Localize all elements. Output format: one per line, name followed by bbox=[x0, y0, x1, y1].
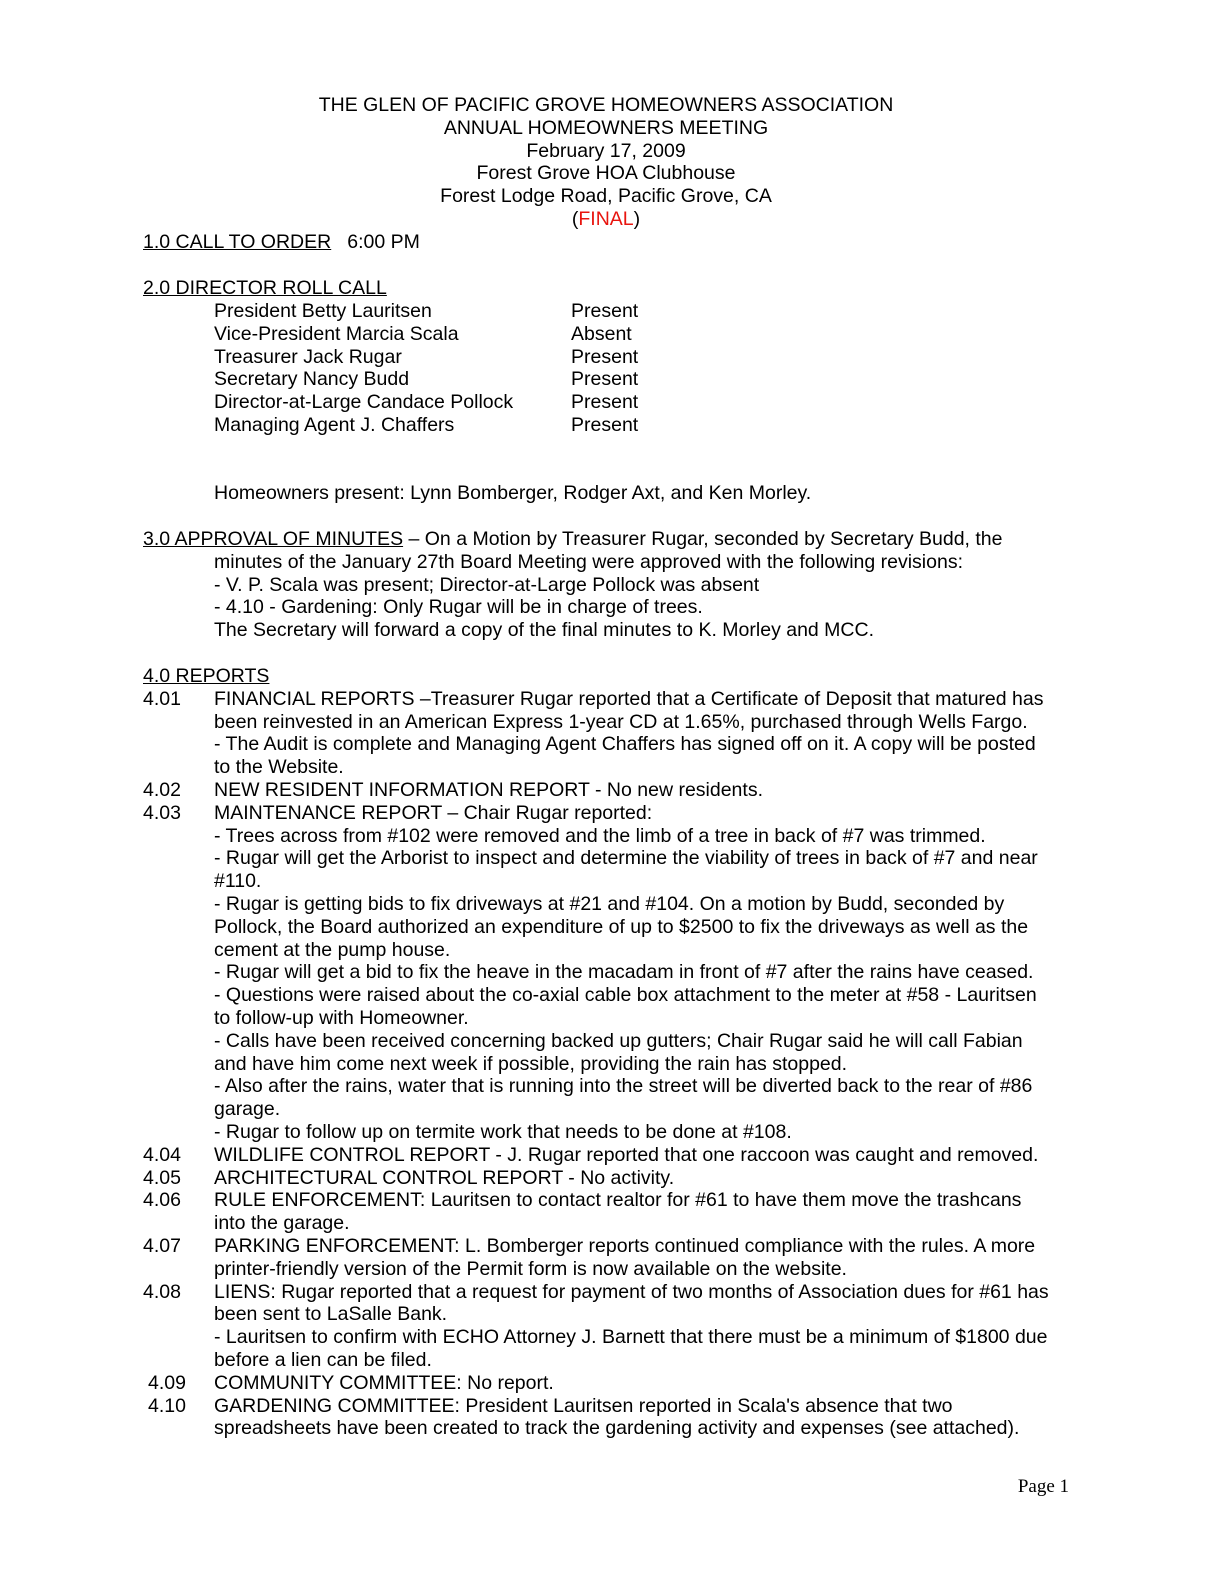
report-line: - Rugar will get the Arborist to inspect and determine the viability of trees in back of #7 and near bbox=[214, 847, 1038, 870]
report-item bbox=[143, 1372, 1073, 1395]
report-line: - Lauritsen to confirm with ECHO Attorney J. Barnett that there must be a minimum of $1800 due bbox=[214, 1326, 1048, 1349]
report-item-number: 4.10 bbox=[148, 1394, 186, 1417]
report-item-text bbox=[214, 802, 1073, 1144]
report-line: PARKING ENFORCEMENT: L. Bomberger reports continued compliance with the rules. A more bbox=[214, 1234, 1036, 1257]
report-line: been reinvested in an American Express 1-year CD at 1.65%, purchased through Wells Fargo. bbox=[214, 710, 1028, 733]
report-line: cement at the pump house. bbox=[214, 938, 451, 961]
report-item bbox=[143, 802, 1073, 1144]
report-items bbox=[143, 688, 1073, 1440]
final-label: FINAL bbox=[578, 207, 634, 230]
report-line: spreadsheets have been created to track the gardening activity and expenses (see attached). bbox=[214, 1417, 1020, 1440]
report-line: - Also after the rains, water that is running into the street will be diverted back to the rear of #86 bbox=[214, 1075, 1033, 1098]
report-item bbox=[143, 1281, 1073, 1372]
report-item-number: 4.04 bbox=[143, 1143, 181, 1166]
report-line: - Rugar will get a bid to fix the heave in the macadam in front of #7 after the rains have ceased. bbox=[214, 961, 1034, 984]
call-to-order-heading: 1.0 CALL TO ORDER bbox=[143, 231, 332, 253]
report-line: been sent to LaSalle Bank. bbox=[214, 1303, 448, 1326]
meeting-venue: Forest Grove HOA Clubhouse bbox=[476, 162, 736, 185]
report-line: - Rugar is getting bids to fix driveways at #21 and #104. On a motion by Budd, seconded by bbox=[214, 892, 1005, 915]
report-line: into the garage. bbox=[214, 1212, 350, 1235]
report-line: RULE ENFORCEMENT: Lauritsen to contact realtor for #61 to have them move the trashcans bbox=[214, 1189, 1022, 1212]
report-item-text bbox=[214, 688, 1073, 779]
report-item-number: 4.03 bbox=[143, 801, 181, 824]
homeowners-present: Homeowners present: Lynn Bomberger, Rodger Axt, and Ken Morley. bbox=[214, 482, 812, 504]
roll-call-heading-wrap bbox=[143, 277, 1073, 300]
approval-section bbox=[143, 528, 1073, 642]
report-line: WILDLIFE CONTROL REPORT - J. Rugar reported that one raccoon was caught and removed. bbox=[214, 1143, 1039, 1166]
report-item-text bbox=[214, 1167, 1073, 1190]
report-line: before a lien can be filed. bbox=[214, 1348, 432, 1371]
report-item bbox=[143, 688, 1073, 779]
meeting-title: ANNUAL HOMEOWNERS MEETING bbox=[443, 116, 769, 139]
report-line: FINANCIAL REPORTS –Treasurer Rugar reported that a Certificate of Deposit that matured has bbox=[214, 687, 1044, 710]
report-item-text bbox=[214, 1395, 1073, 1441]
report-line: - Calls have been received concerning backed up gutters; Chair Rugar said he will call Fabian bbox=[214, 1029, 1023, 1052]
report-item-number: 4.07 bbox=[143, 1234, 181, 1257]
reports-heading-wrap bbox=[143, 665, 1073, 688]
report-line: LIENS: Rugar reported that a request for payment of two months of Association dues for #61 has bbox=[214, 1280, 1049, 1303]
report-item bbox=[143, 1189, 1073, 1235]
report-item-number: 4.01 bbox=[143, 687, 181, 710]
report-item-text bbox=[214, 1189, 1073, 1235]
report-item-text bbox=[214, 1372, 1073, 1395]
report-item bbox=[143, 1167, 1073, 1190]
meeting-address: Forest Lodge Road, Pacific Grove, CA bbox=[440, 185, 772, 208]
roll-call-row: Director-at-Large Candace Pollock Present bbox=[214, 391, 639, 414]
call-to-order-section bbox=[143, 231, 1073, 254]
meeting-date: February 17, 2009 bbox=[526, 139, 686, 162]
report-item-text bbox=[214, 779, 1073, 802]
approval-first-line: 3.0 APPROVAL OF MINUTES – On a Motion by Treasurer Rugar, seconded by Secretary Budd, the bbox=[143, 528, 1003, 550]
approval-line: - 4.10 - Gardening: Only Rugar will be in charge of trees. bbox=[214, 596, 703, 619]
reports-section bbox=[143, 665, 1073, 1440]
report-item-text bbox=[214, 1235, 1073, 1281]
report-item-text bbox=[214, 1144, 1073, 1167]
page-number: Page 1 bbox=[1017, 1476, 1069, 1497]
roll-call-row: President Betty Lauritsen Present bbox=[214, 300, 639, 322]
report-line: NEW RESIDENT INFORMATION REPORT - No new residents. bbox=[214, 778, 763, 801]
report-line: - Trees across from #102 were removed and the limb of a tree in back of #7 was trimmed. bbox=[214, 824, 986, 847]
report-line: GARDENING COMMITTEE: President Lauritsen reported in Scala's absence that two bbox=[214, 1394, 953, 1417]
report-line: ARCHITECTURAL CONTROL REPORT - No activity. bbox=[214, 1166, 675, 1189]
report-item-number: 4.08 bbox=[143, 1280, 181, 1303]
approval-line: minutes of the January 27th Board Meeting were approved with the following revisions: bbox=[214, 550, 963, 573]
report-line: - The Audit is complete and Managing Agent Chaffers has signed off on it. A copy will be posted bbox=[214, 733, 1036, 756]
roll-call-table bbox=[214, 300, 638, 437]
approval-line: - V. P. Scala was present; Director-at-Large Pollock was absent bbox=[214, 573, 760, 596]
report-item bbox=[143, 1235, 1073, 1281]
report-item-number: 4.02 bbox=[143, 778, 181, 801]
report-line: COMMUNITY COMMITTEE: No report. bbox=[214, 1371, 554, 1394]
report-line: and have him come next week if possible, providing the rain has stopped. bbox=[214, 1052, 848, 1075]
roll-call-row: Treasurer Jack Rugar Present bbox=[214, 345, 639, 368]
report-line: garage. bbox=[214, 1098, 281, 1121]
report-line: printer-friendly version of the Permit form is now available on the website. bbox=[214, 1257, 847, 1280]
report-line: #110. bbox=[214, 870, 262, 893]
report-item bbox=[143, 1395, 1073, 1441]
document-header bbox=[0, 94, 1212, 231]
report-line: Pollock, the Board authorized an expenditure of up to $2500 to fix the driveways as well as the bbox=[214, 915, 1029, 938]
report-line: - Questions were raised about the co-axial cable box attachment to the meter at #58 - Lauritsen bbox=[214, 984, 1037, 1007]
report-line: - Rugar to follow up on termite work that needs to be done at #108. bbox=[214, 1120, 792, 1143]
roll-call-row: Managing Agent J. Chaffers Present bbox=[214, 413, 639, 436]
report-line: MAINTENANCE REPORT – Chair Rugar reported: bbox=[214, 801, 653, 824]
roll-call-row: Vice-President Marcia Scala Absent bbox=[214, 322, 632, 345]
final-status: (FINAL) bbox=[571, 207, 641, 230]
roll-call-heading: 2.0 DIRECTOR ROLL CALL bbox=[143, 277, 387, 299]
report-item-number: 4.09 bbox=[148, 1371, 186, 1394]
report-item-number: 4.06 bbox=[143, 1189, 181, 1212]
report-line: to follow-up with Homeowner. bbox=[214, 1006, 469, 1029]
approval-line: The Secretary will forward a copy of the final minutes to K. Morley and MCC. bbox=[214, 619, 875, 642]
reports-heading: 4.0 REPORTS bbox=[143, 665, 270, 687]
report-item bbox=[143, 779, 1073, 802]
report-item-text bbox=[214, 1281, 1073, 1372]
approval-heading: 3.0 APPROVAL OF MINUTES bbox=[143, 528, 404, 550]
association-name: THE GLEN OF PACIFIC GROVE HOMEOWNERS ASSOCIATION bbox=[318, 94, 894, 116]
report-line: to the Website. bbox=[214, 756, 344, 779]
report-item-number: 4.05 bbox=[143, 1166, 181, 1189]
call-to-order-time: 6:00 PM bbox=[347, 231, 420, 253]
report-item bbox=[143, 1144, 1073, 1167]
roll-call-row: Secretary Nancy Budd Present bbox=[214, 368, 639, 391]
